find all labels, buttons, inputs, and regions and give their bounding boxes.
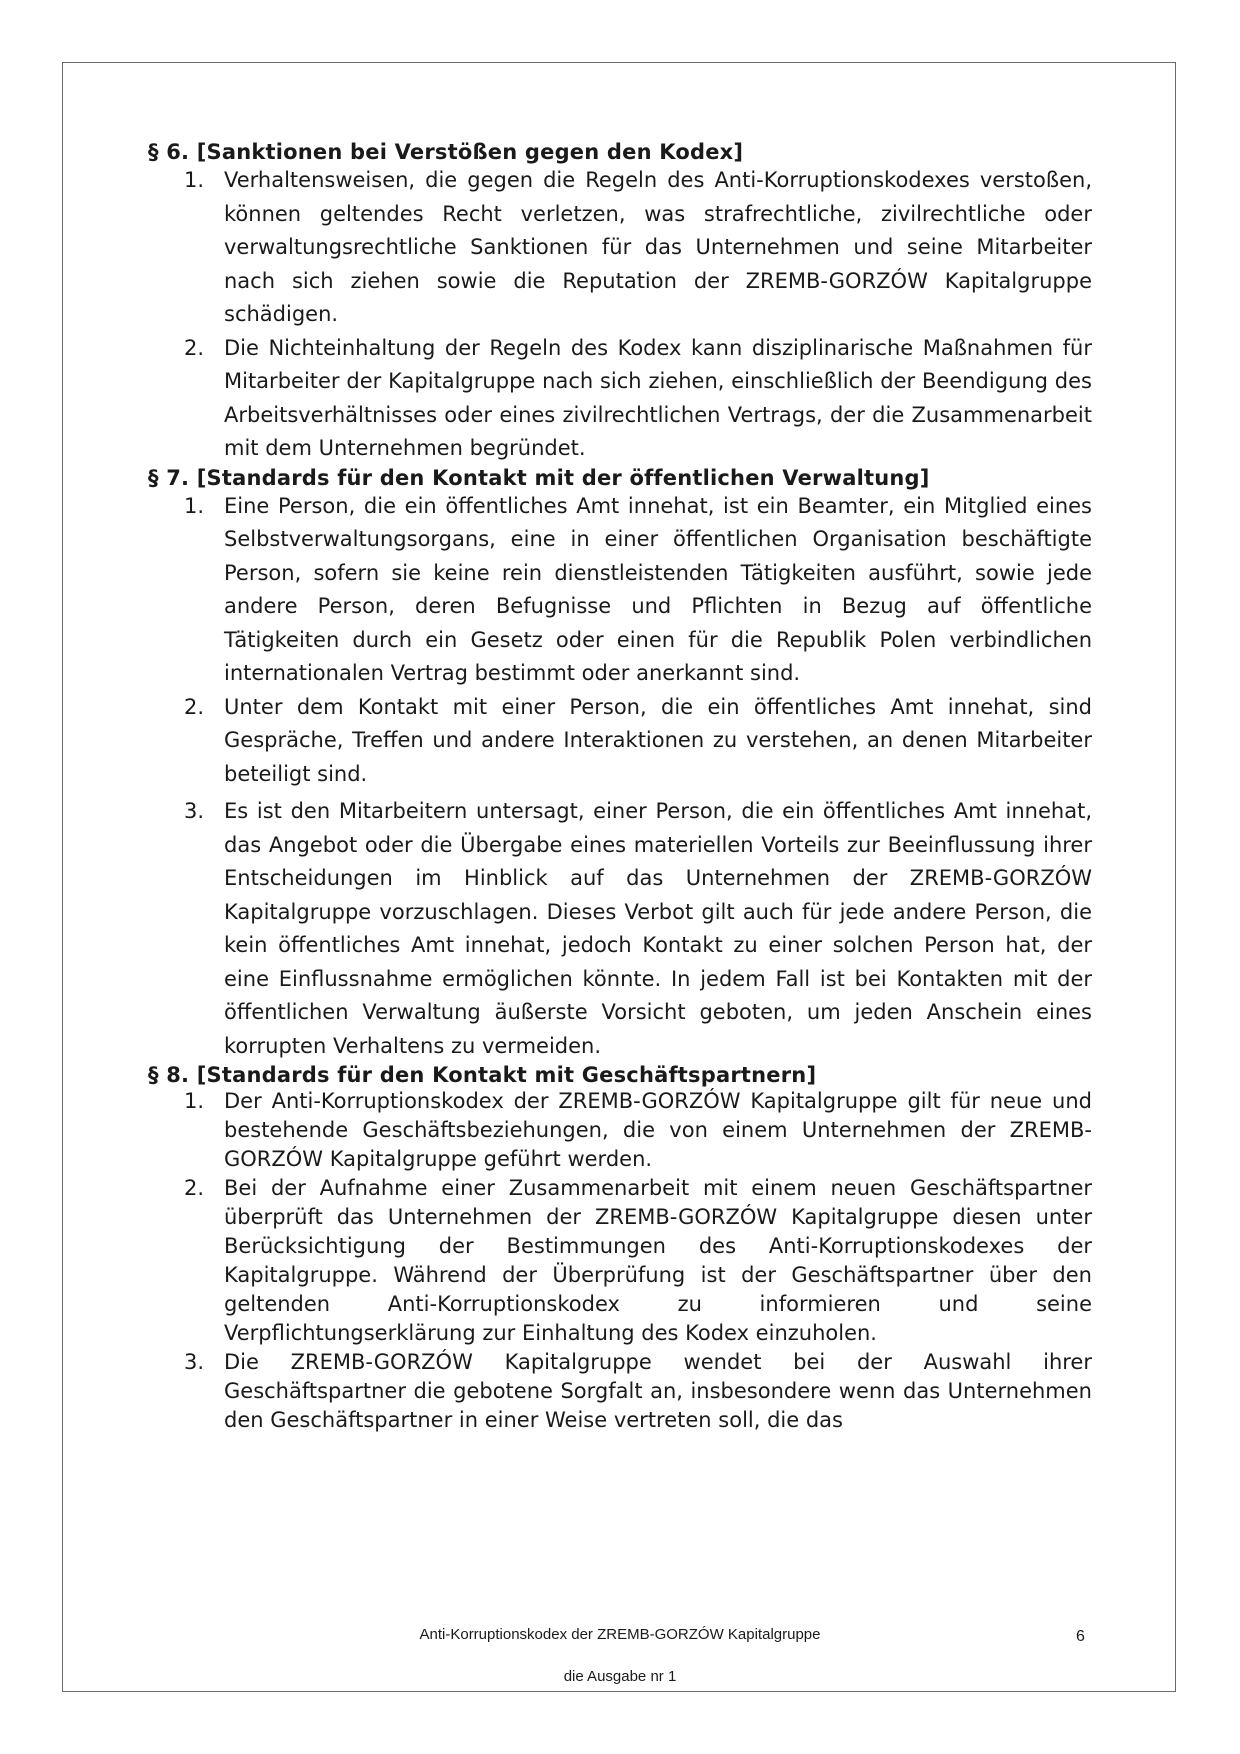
list-item-number: 1.: [184, 168, 205, 192]
list-item-text: Unter dem Kontakt mit einer Person, die ein öffentliches Amt innehat, sind Gespräche, Treffen und andere Interaktionen zu verstehen, an denen Mitarbeiter beteiligt sind.: [224, 694, 1092, 786]
list-item-text: Verhaltensweisen, die gegen die Regeln des Anti-Korruptionskodexes verstoßen, können geltendes Recht verletzen, was strafrechtliche, zivilrechtliche oder verwaltungsrechtliche Sanktionen für das Unternehmen und seine Mitarbeiter nach sich ziehen sowie die Reputation der ZREMB-GORZÓW Kapitalgruppe schädigen.: [224, 168, 1092, 326]
section-6-list: [148, 164, 1092, 466]
list-item-number: 1.: [184, 493, 205, 518]
list-item: [148, 1174, 1092, 1348]
list-item: [148, 691, 1092, 792]
list-item: [148, 1348, 1092, 1435]
section-8-list: [148, 1087, 1092, 1435]
list-item-number: 1.: [184, 1089, 205, 1113]
document-body: [148, 140, 1092, 1435]
list-item: [148, 332, 1092, 466]
list-item-number: 2.: [184, 335, 205, 360]
section-7-heading: § 7. [Standards für den Kontakt mit der öffentlichen Verwaltung]: [148, 465, 930, 490]
footer-edition: die Ausgabe nr 1: [563, 1668, 677, 1685]
section-8-heading: § 8. [Standards für den Kontakt mit Geschäftspartnern]: [148, 1063, 817, 1087]
list-item: [148, 1087, 1092, 1174]
list-item-text: Eine Person, die ein öffentliches Amt innehat, ist ein Beamter, ein Mitglied eines Selbstverwaltungsorgans, eine in einer öffentlichen Organisation beschäftigte Person, sofern sie keine rein dienstleistenden Tätigkeiten ausführt, sowie jede andere Person, deren Befugnisse und Pflichten in Bezug auf öffentliche Tätigkeiten durch ein Gesetz oder einen für die Republik Polen verbindlichen internationalen Vertrag bestimmt oder anerkannt sind.: [224, 493, 1092, 685]
section-6-heading: § 6. [Sanktionen bei Verstößen gegen den Kodex]: [148, 140, 744, 164]
list-item-number: 3.: [184, 1350, 205, 1374]
list-item-text: Bei der Aufnahme einer Zusammenarbeit mit einem neuen Geschäftspartner überprüft das Unternehmen der ZREMB-GORZÓW Kapitalgruppe diesen unter Berücksichtigung der Bestimmungen des Anti-Korruptionskodexes der Kapitalgruppe. Während der Überprüfung ist der Geschäftspartner über den geltenden Anti-Korruptionskodex zu informieren und seine Verpflichtungserklärung zur Einhaltung des Kodex einzuholen.: [224, 1176, 1092, 1345]
list-item-number: 3.: [184, 799, 205, 823]
footer-document-title: Anti-Korruptionskodex der ZREMB-GORZÓW Kapitalgruppe: [419, 1626, 821, 1643]
list-item-number: 2.: [184, 1176, 205, 1200]
list-item-text: Die Nichteinhaltung der Regeln des Kodex kann disziplinarische Maßnahmen für Mitarbeiter der Kapitalgruppe nach sich ziehen, einschließlich der Beendigung des Arbeitsverhältnisses oder eines zivilrechtlichen Vertrags, der die Zusammenarbeit mit dem Unternehmen begründet.: [224, 335, 1092, 460]
page-number: 6: [1076, 1628, 1085, 1645]
list-item: [148, 795, 1092, 1063]
section-7-list: [148, 490, 1092, 1064]
list-item: [148, 490, 1092, 691]
list-item-text: Die ZREMB-GORZÓW Kapitalgruppe wendet bei der Auswahl ihrer Geschäftspartner die gebotene Sorgfalt an, insbesondere wenn das Unternehmen den Geschäftspartner in einer Weise vertreten soll, die das: [224, 1350, 1092, 1432]
list-item-number: 2.: [184, 694, 205, 719]
list-item-text: Der Anti-Korruptionskodex der ZREMB-GORZÓW Kapitalgruppe gilt für neue und bestehende Geschäftsbeziehungen, die von einem Unternehmen der ZREMB-GORZÓW Kapitalgruppe geführt werden.: [224, 1089, 1092, 1171]
list-item: [148, 164, 1092, 332]
list-item-text: Es ist den Mitarbeitern untersagt, einer Person, die ein öffentliches Amt innehat, das Angebot oder die Übergabe eines materiellen Vorteils zur Beeinflussung ihrer Entscheidungen im Hinblick auf das Unternehmen der ZREMB-GORZÓW Kapitalgruppe vorzuschlagen. Dieses Verbot gilt auch für jede andere Person, die kein öffentliches Amt innehat, jedoch Kontakt zu einer solchen Person hat, der eine Einflussnahme ermöglichen könnte. In jedem Fall ist bei Kontakten mit der öffentlichen Verwaltung äußerste Vorsicht geboten, um jeden Anschein eines korrupten Verhaltens zu vermeiden.: [224, 799, 1092, 1058]
